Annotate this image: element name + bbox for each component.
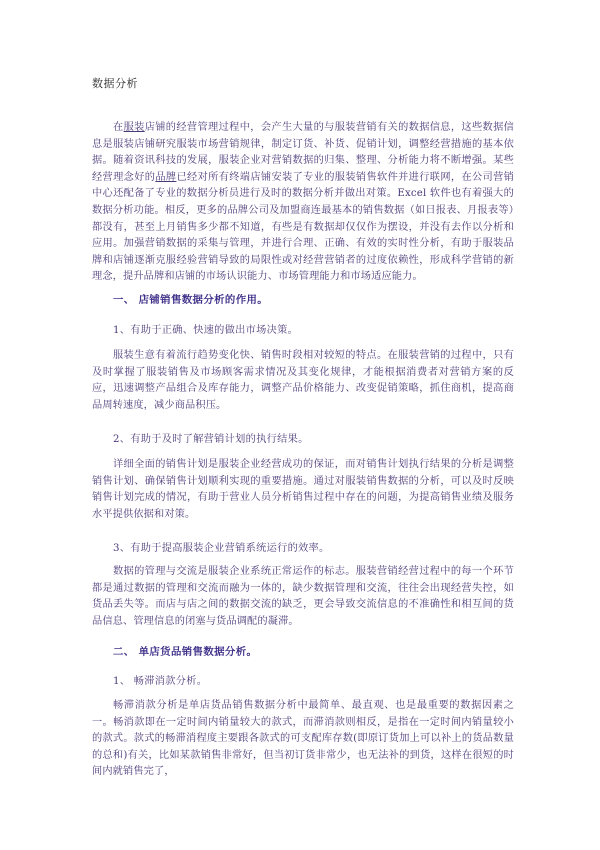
section-1-heading: 一、 店铺销售数据分析的作用。 [113, 294, 269, 306]
item-2-body: 详细全面的销售计划是服装企业经营成功的保证，而对销售计划执行结果的分析是调整销售计划、确保销售计划顺利实现的重要措施。通过对服装销售数据的分析，可以及时反映销售计划完成的情况，有助于营业人员分析销售过程中存在的问题，为提高销售业绩及服务水平提供依据和对策。 [92, 459, 514, 520]
intro-text-3: 已经对所有终端店铺安装了专业的服装销售软件并进行联网，在公司营销中心还配备了专业的数据分析员进行及时的数据分析并做出对策。Excel 软件也有着强大的数据分析功能。相反，更多的品牌公司及加盟商连最基本的销售数据（如日报表、月报表等）都没有，甚至上月销售多少都不知道，有些是有数据却仅仅作为摆设，并没有去作以分析和应用。加强营销数据的采集与管理，并进行合理、正确、有效的实时性分析，有助于服装品牌和店铺逐渐克服经验营销导致的局限性或对经营营销者的过度依赖性，形成科学营销的新理念，提升品牌和店铺的市场认识能力、市场管理能力和市场适应能力。 [92, 171, 515, 283]
link-fuzhuang[interactable]: 服装 [123, 122, 145, 133]
item-3-title: 3、有助于提高服装企业营销系统运行的效率。 [113, 543, 330, 554]
item-1-body: 服装生意有着流行趋势变化快、销售时段相对较短的特点。在服装营销的过程中，只有及时掌握了服装销售及市场顾客需求情况及其变化规律，才能根据消费者对营销方案的反应，迅速调整产品组合及库存能力，调整产品价格能力、改变促销策略，抓住商机，提高商品周转速度，减少商品积压。 [92, 350, 514, 411]
item-4-body: 畅滞消款分析是单店货品销售数据分析中最简单、最直观、也是最重要的数据因素之一。畅消款即在一定时间内销量较大的款式，而滞消款则相反，是指在一定时间内销量较小的款式。款式的畅滞消程度主要跟各款式的可支配库存数(即原订货加上可以补上的货品数量的总和)有关，比如某款销售非常好，但当初订货非常少，也无法补的到货，这样在很短的时间内就销售完了， [92, 700, 514, 778]
document-title: 数据分析 [92, 77, 138, 90]
intro-text-2: 店铺的经营管理过程中，会产生大量的与服装营销有关的数据信息，这些数据信息是服装店铺研究服装市场营销规律，制定订货、补货、促销计划，调整经营措施的基本依据。随着资讯科技的发展，服装企业对营销数据的归集、整理、分析能力将不断增强。某些经营理念好的 [92, 122, 514, 183]
link-pinpai[interactable]: 品牌 [155, 171, 177, 183]
item-4-title: 1、 畅滞消款分析。 [113, 676, 208, 687]
intro-text-1: 在 [113, 122, 124, 133]
item-3-body: 数据的管理与交流是服装企业系统正常运作的标志。服装营销经营过程中的每一个环节都是通过数据的管理和交流而融为一体的，缺少数据管理和交流，往往会出现经营失控，如货品丢失等。而店与店之间的数据交流的缺乏，更会导致交流信息的不准确性和相互间的货品信息、管理信息的闭塞与货品调配的凝滞。 [92, 566, 514, 627]
intro-paragraph [92, 120, 514, 286]
section-2-heading: 二、 单店货品销售数据分析。 [113, 646, 258, 658]
item-1-title: 1、有助于正确、快速的做出市场决策。 [113, 325, 299, 336]
item-2-title: 2、有助于及时了解营销计划的执行结果。 [113, 434, 309, 445]
